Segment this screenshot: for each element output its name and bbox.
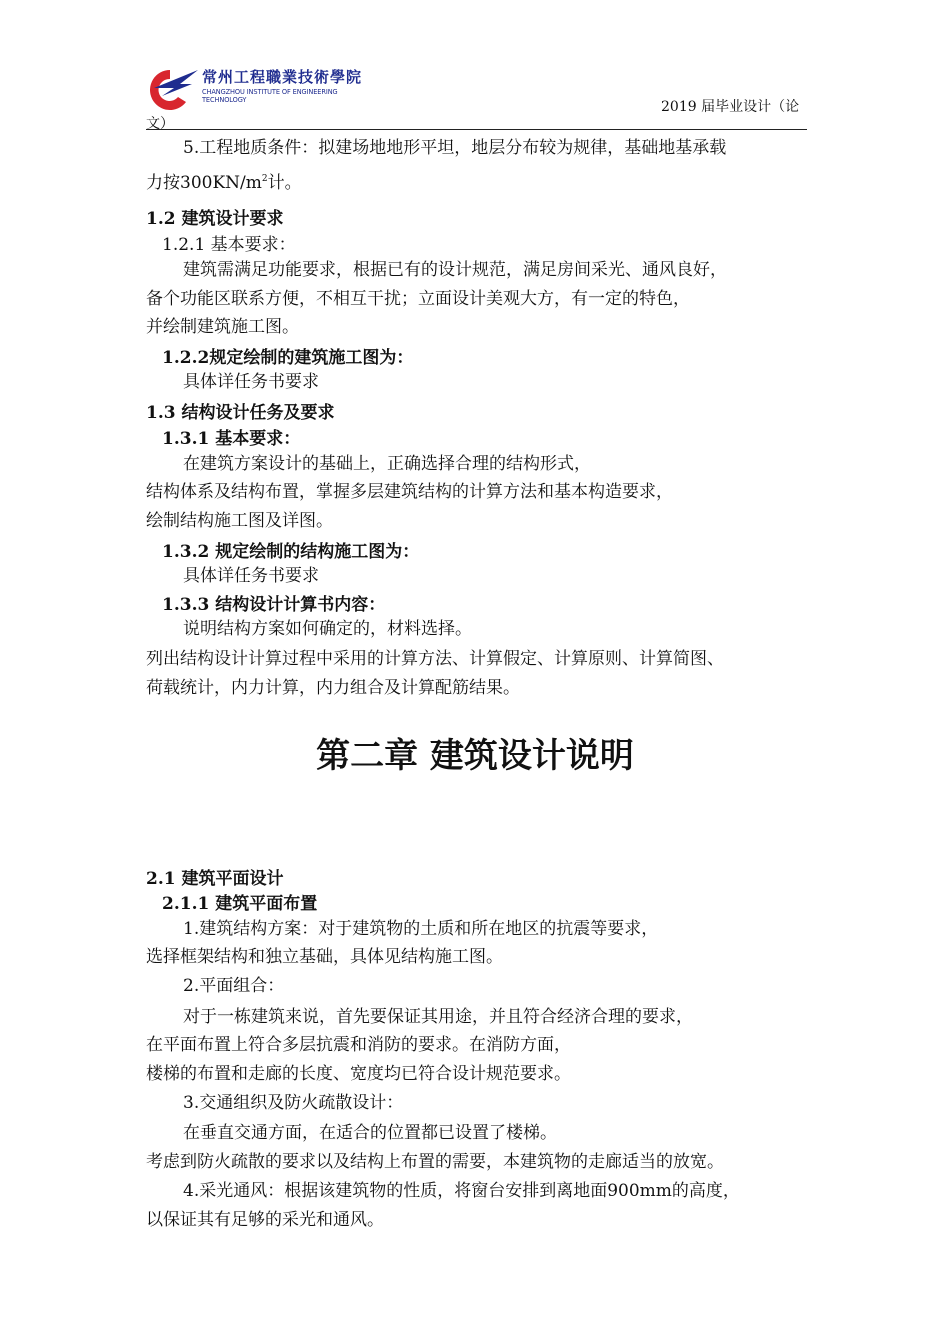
heading-1-3-3: 1.3.3 结构设计计算书内容： <box>162 595 386 615</box>
paragraph-1-3-3-line3: 荷载统计，内力计算，内力组合及计算配筋结果。 <box>146 678 520 698</box>
paragraph-2-1-1-line5: 在平面布置上符合多层抗震和消防的要求。在消防方面， <box>146 1035 571 1055</box>
paragraph-2-1-1-line7: 3.交通组织及防火疏散设计： <box>183 1093 404 1113</box>
school-emblem-icon <box>140 64 200 114</box>
school-name-en: CHANGZHOU INSTITUTE OF ENGINEERING TECHNOLOGY <box>202 88 338 104</box>
paragraph-2-1-1-line9: 考虑到防火疏散的要求以及结构上布置的需要，本建筑物的走廊适当的放宽。 <box>146 1152 724 1172</box>
paragraph-1-2-2: 具体详任务书要求 <box>183 372 319 392</box>
geology-text-b: 计。 <box>267 173 302 193</box>
heading-1-3: 1.3 结构设计任务及要求 <box>146 403 335 423</box>
paragraph-1-2-1-line2: 备个功能区联系方便，不相互干扰；立面设计美观大方，有一定的特色， <box>146 289 690 309</box>
paragraph-geology-line2 <box>146 168 302 193</box>
school-logo <box>140 64 370 114</box>
heading-2-1-1: 2.1.1 建筑平面布置 <box>162 894 318 914</box>
paragraph-1-2-1-line1: 建筑需满足功能要求，根据已有的设计规范，满足房间采光、通风良好， <box>183 260 727 280</box>
paragraph-2-1-1-line6: 楼梯的布置和走廊的长度、宽度均已符合设计规范要求。 <box>146 1064 571 1084</box>
paragraph-2-1-1-line8: 在垂直交通方面，在适合的位置都已设置了楼梯。 <box>183 1123 557 1143</box>
heading-1-2-1: 1.2.1 基本要求： <box>162 235 296 255</box>
paragraph-1-3-3-line2: 列出结构设计计算过程中采用的计算方法、计算假定、计算原则、计算简图、 <box>146 649 724 669</box>
header-divider <box>146 129 807 130</box>
paragraph-2-1-1-line3: 2.平面组合： <box>183 976 285 996</box>
chapter-title: 第二章 建筑设计说明 <box>316 736 634 776</box>
heading-1-3-1: 1.3.1 基本要求： <box>162 429 301 449</box>
paragraph-geology-line1: 5.工程地质条件：拟建场地地形平坦，地层分布较为规律，基础地基承载 <box>183 138 727 158</box>
paragraph-2-1-1-line1: 1.建筑结构方案：对于建筑物的土质和所在地区的抗震等要求， <box>183 919 659 939</box>
geology-text-a: 力按300KN/m <box>146 173 262 193</box>
heading-2-1: 2.1 建筑平面设计 <box>146 869 284 889</box>
paragraph-1-3-2: 具体详任务书要求 <box>183 566 319 586</box>
heading-1-2: 1.2 建筑设计要求 <box>146 209 284 229</box>
paragraph-1-2-1-line3: 并绘制建筑施工图。 <box>146 317 299 337</box>
paragraph-2-1-1-line10: 4.采光通风：根据该建筑物的性质，将窗台安排到离地面900mm的高度， <box>183 1181 740 1201</box>
paragraph-2-1-1-line11: 以保证其有足够的采光和通风。 <box>146 1210 384 1230</box>
header-right-text-cont: 文） <box>146 116 174 132</box>
paragraph-1-3-1-line3: 绘制结构施工图及详图。 <box>146 511 333 531</box>
heading-1-2-2: 1.2.2规定绘制的建筑施工图为： <box>162 348 414 368</box>
paragraph-1-3-1-line1: 在建筑方案设计的基础上，正确选择合理的结构形式， <box>183 454 591 474</box>
header-right-text: 2019 届毕业设计（论 <box>661 99 800 115</box>
school-name-cn: 常州工程職業技術學院 <box>202 68 363 86</box>
heading-1-3-2: 1.3.2 规定绘制的结构施工图为： <box>162 542 420 562</box>
paragraph-2-1-1-line4: 对于一栋建筑来说，首先要保证其用途，并且符合经济合理的要求， <box>183 1007 693 1027</box>
geology-superscript: 2 <box>261 174 268 184</box>
paragraph-2-1-1-line2: 选择框架结构和独立基础，具体见结构施工图。 <box>146 947 503 967</box>
paragraph-1-3-3-line1: 说明结构方案如何确定的，材料选择。 <box>183 619 472 639</box>
paragraph-1-3-1-line2: 结构体系及结构布置，掌握多层建筑结构的计算方法和基本构造要求， <box>146 482 673 502</box>
